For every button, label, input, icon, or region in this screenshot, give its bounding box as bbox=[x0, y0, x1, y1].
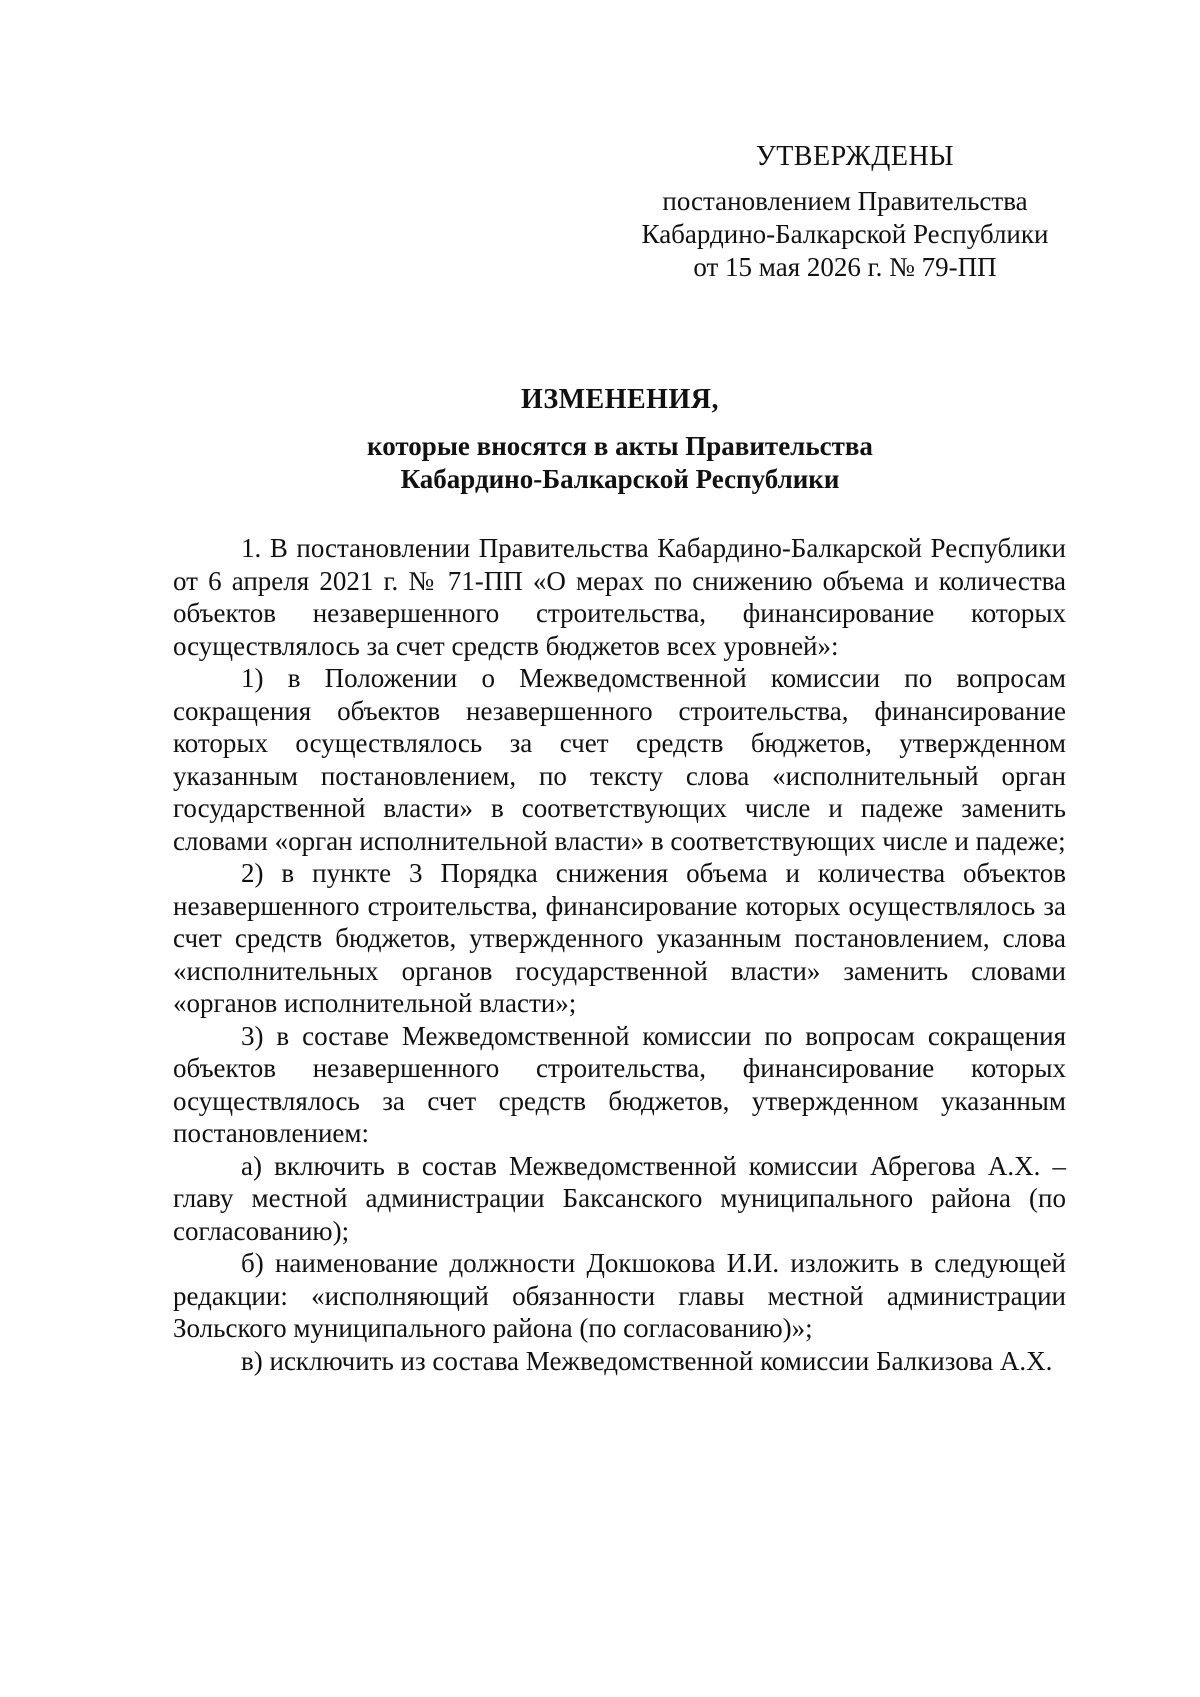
paragraph-subitem-b: б) наименование должности Докшокова И.И. изложить в следующей редакции: «исполняющий обязанности главы местной администрации Зольского муниципального района (по согласованию)»; bbox=[173, 1248, 1066, 1343]
paragraph-item-2: 2) в пункте 3 Порядка снижения объема и количества объектов незавершенного строительства, финансирование которых осуществлялось за счет средств бюджетов, утвержденного указанным постановлением, слова «исполнительных органов государственной власти» заменить словами «органов исполнительной власти»; bbox=[173, 858, 1066, 1018]
document-subtitle-line-2: Кабардино-Балкарской Республики bbox=[400, 464, 840, 494]
document-subtitle-line-1: которые вносятся в акты Правительства bbox=[367, 431, 873, 461]
approval-stamp: УТВЕРЖДЕНЫ bbox=[755, 141, 955, 172]
paragraph-1: 1. В постановлении Правительства Кабардино-Балкарской Республики от 6 апреля 2021 г. № 71-ПП «О мерах по снижению объема и количества объектов незавершенного строительства, финансирование которых осуществлялось за счет средств бюджетов всех уровней»: bbox=[173, 533, 1066, 661]
paragraph-subitem-a: а) включить в состав Межведомственной комиссии Абрегова А.Х. – главу местной администрации Баксанского муниципального района (по согласованию); bbox=[173, 1150, 1066, 1246]
approval-line-3: от 15 мая 2026 г. № 79-ПП bbox=[693, 252, 997, 282]
paragraph-item-3: 3) в составе Межведомственной комиссии по вопросам сокращения объектов незавершенного строительства, финансирование которых осуществлялось за счет средств бюджетов, утвержденном указанным постановлением: bbox=[173, 1020, 1066, 1148]
approval-block bbox=[620, 140, 1070, 284]
document-title: ИЗМЕНЕНИЯ, bbox=[521, 384, 719, 415]
paragraph-subitem-v: в) исключить из состава Межведомственной комиссии Балкизова А.Х. bbox=[241, 1345, 1053, 1376]
document-body bbox=[173, 532, 1066, 1377]
approval-line-2: Кабардино-Балкарской Республики bbox=[641, 219, 1049, 249]
document-subtitle bbox=[170, 430, 1070, 496]
paragraph-item-1: 1) в Положении о Межведомственной комиссии по вопросам сокращения объектов незавершенного строительства, финансирование которых осуществлялось за счет средств бюджетов, утвержденном указанным постановлением, по тексту слова «исполнительный орган государственной власти» в соответствующих числе и падеже заменить словами «орган исполнительной власти» в соответствующих числе и падеже; bbox=[173, 663, 1066, 856]
approval-line-1: постановлением Правительства bbox=[662, 186, 1028, 216]
